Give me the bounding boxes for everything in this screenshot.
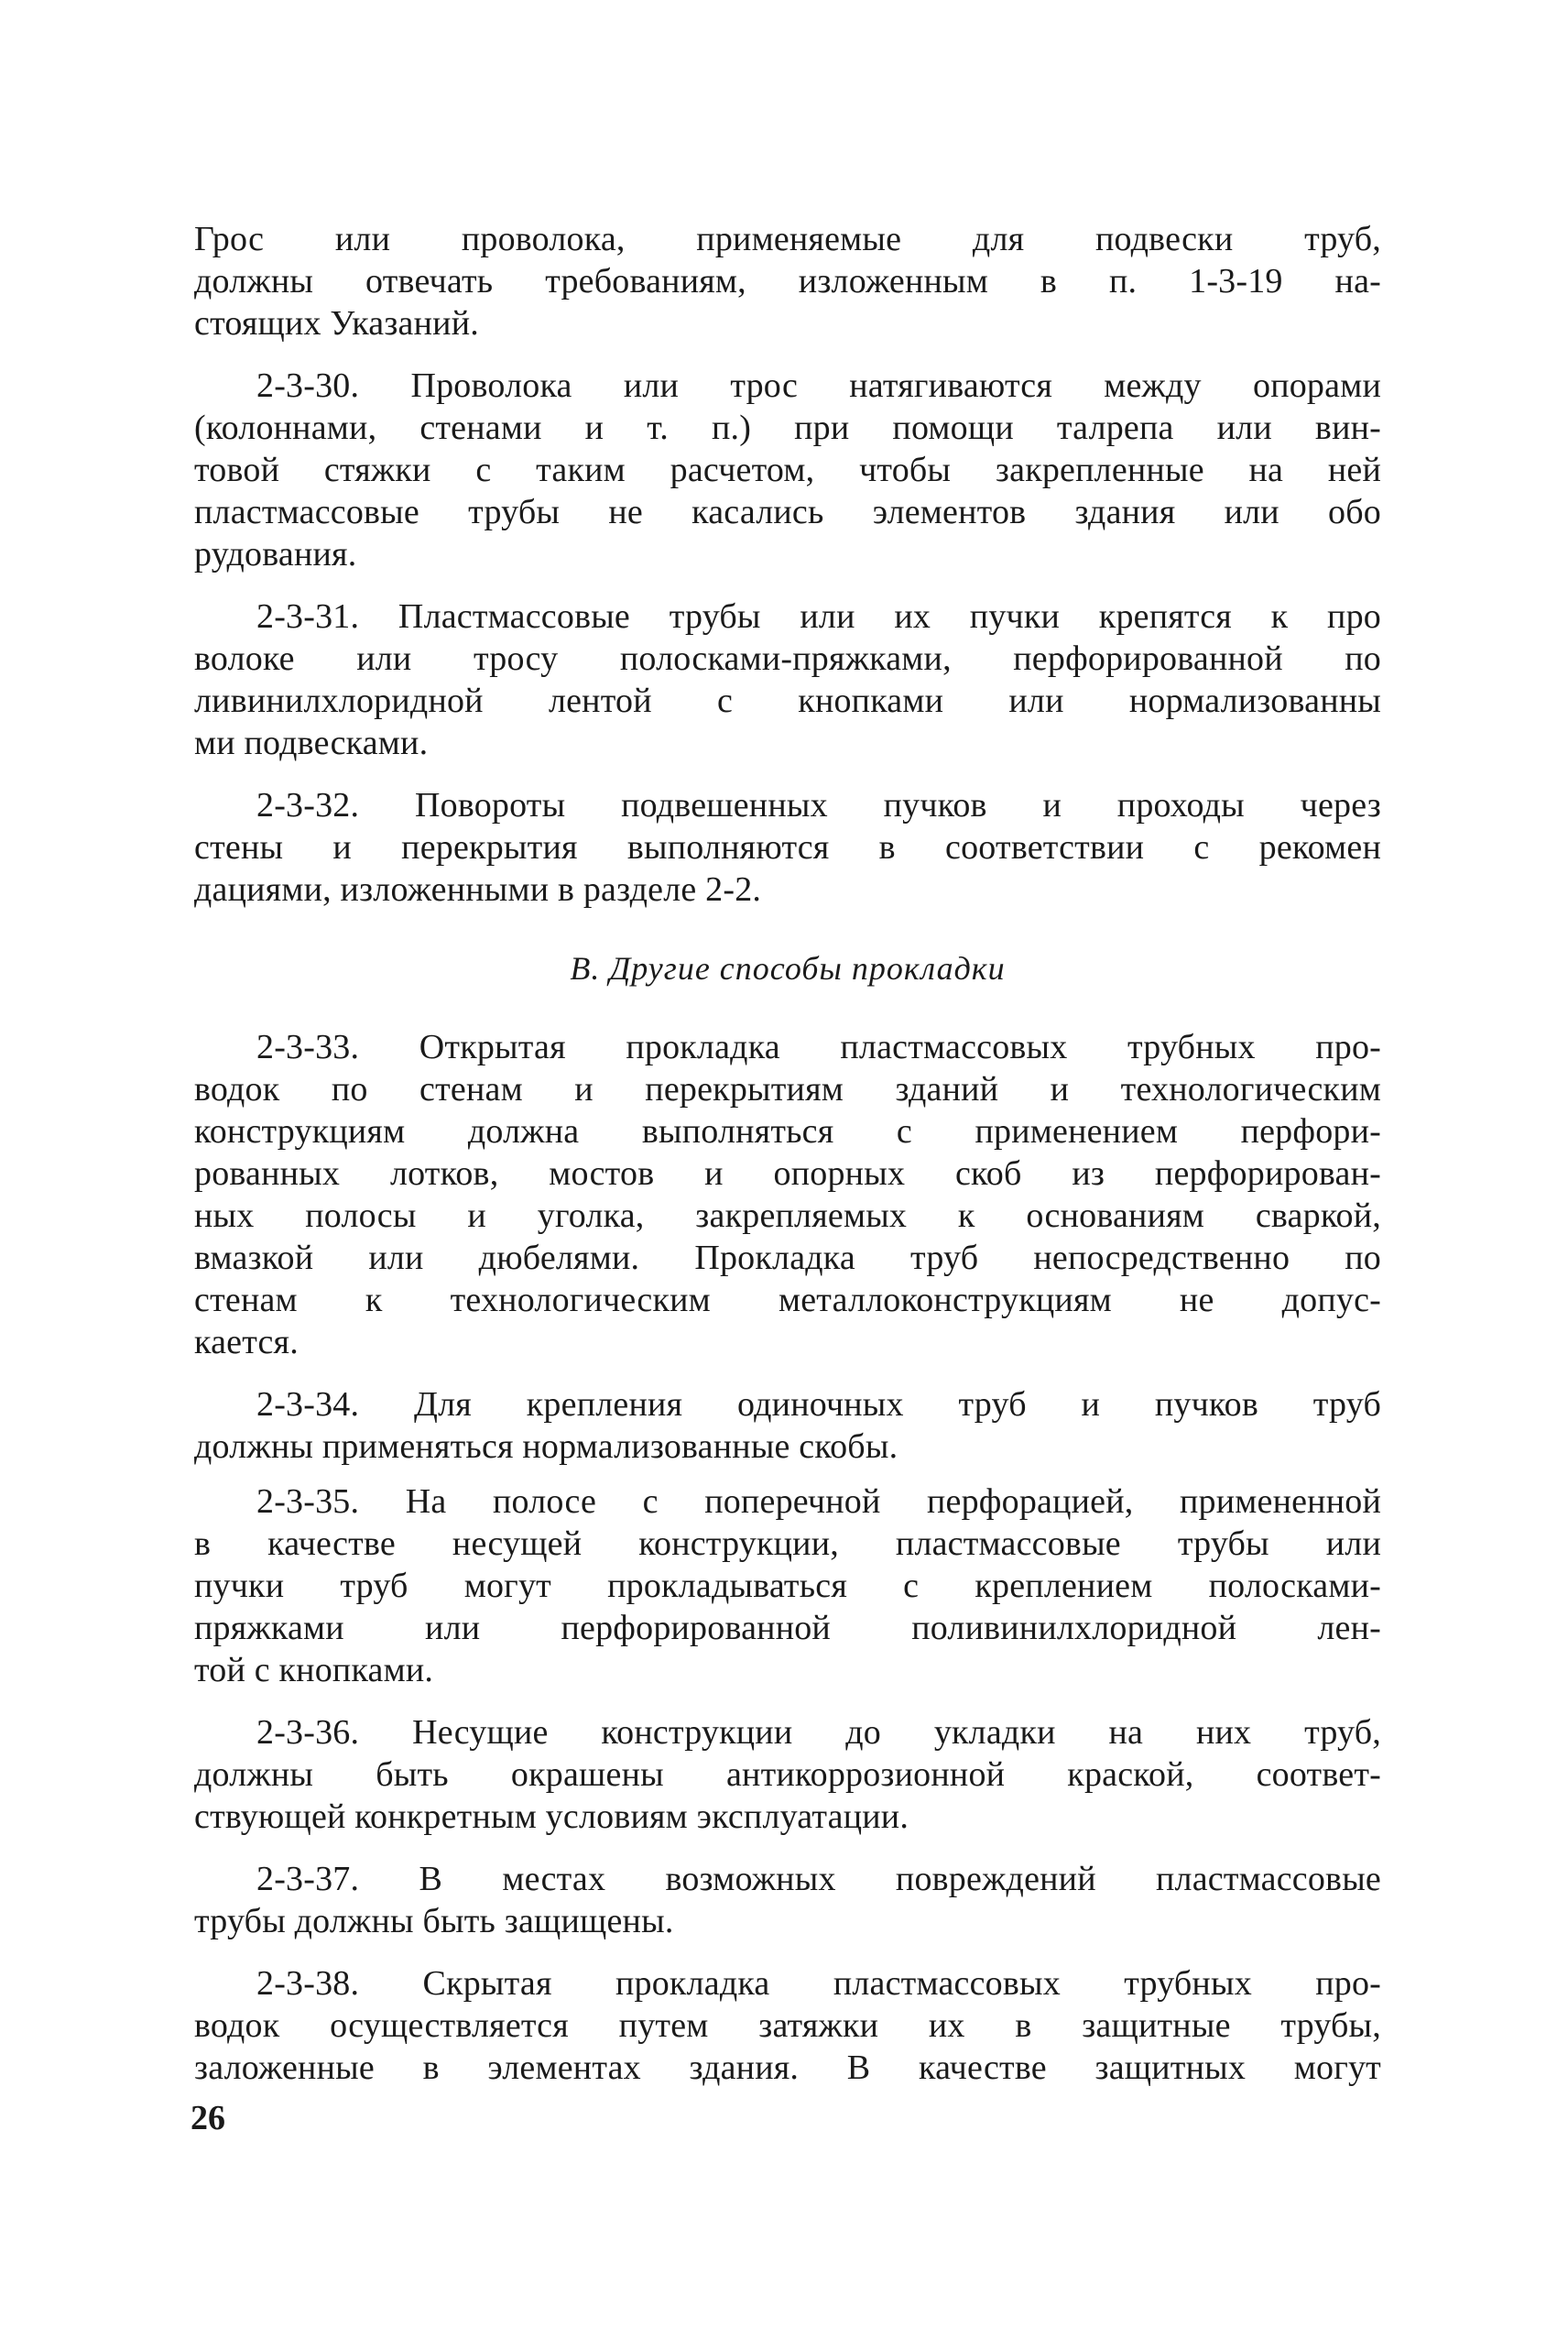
paragraph-2-3-33 (194, 1026, 1381, 1363)
text-line: 2-3-33. Открытая прокладка пластмассовых трубных про- (256, 1028, 1381, 1066)
text-line: в качестве несущей конструкции, пластмассовые трубы или (194, 1524, 1381, 1563)
text-line: пластмассовые трубы не касались элементов здания или обо (194, 493, 1381, 531)
text-line: должны отвечать требованиям, изложенным в п. 1-3-19 на- (194, 262, 1381, 300)
paragraph-2-3-34 (194, 1383, 1381, 1468)
text-line: стены и перекрытия выполняются в соответствии с рекомен (194, 828, 1381, 867)
text-line: ствующей конкретным условиям эксплуатации. (194, 1797, 909, 1836)
body-text (194, 218, 1381, 2109)
paragraph-2-3-38 (194, 1962, 1381, 2089)
text-line: ливинилхлоридной лентой с кнопками или нормализованны (194, 682, 1381, 720)
text-line: 2-3-32. Повороты подвешенных пучков и проходы через (256, 786, 1381, 825)
text-line: трубы должны быть защищены. (194, 1902, 674, 1940)
text-line: заложенные в элементах здания. В качестве защитных могут (194, 2048, 1381, 2087)
paragraph-2-3-37 (194, 1858, 1381, 1942)
text-line: стоящих Указаний. (194, 304, 479, 343)
text-line: (колоннами, стенами и т. п.) при помощи талрепа или вин- (194, 409, 1381, 447)
text-line: кается. (194, 1323, 299, 1361)
text-line: рованных лотков, мостов и опорных скоб из перфорирован- (194, 1154, 1381, 1193)
text-line: водок по стенам и перекрытиям зданий и технологическим (194, 1070, 1381, 1109)
paragraph-1 (194, 218, 1381, 344)
text-line: Грос или проволока, применяемые для подвески труб, (194, 220, 1381, 258)
text-line: конструкциям должна выполняться с применением перфори- (194, 1112, 1381, 1151)
text-line: пучки труб могут прокладываться с креплением полосками- (194, 1567, 1381, 1605)
text-line: 2-3-35. На полосе с поперечной перфорацией, примененной (256, 1482, 1381, 1521)
text-line: должны применяться нормализованные скобы. (194, 1427, 898, 1466)
text-line: пряжками или перфорированной поливинилхлоридной лен- (194, 1609, 1381, 1647)
paragraph-2-3-36 (194, 1711, 1381, 1838)
text-line: рудования. (194, 535, 357, 574)
text-line: вмазкой или дюбелями. Прокладка труб непосредственно по (194, 1239, 1381, 1277)
text-line: волоке или тросу полосками-пряжками, перфорированной по (194, 639, 1381, 678)
text-line: дациями, изложенными в разделе 2-2. (194, 870, 762, 909)
text-line: водок осуществляется путем затяжки их в защитные трубы, (194, 2006, 1381, 2045)
paragraph-2-3-31 (194, 595, 1381, 764)
paragraph-2-3-32 (194, 784, 1381, 911)
text-line: ми подвесками. (194, 724, 429, 762)
text-line: 2-3-34. Для крепления одиночных труб и пучков труб (256, 1385, 1381, 1424)
section-heading: В. Другие способы прокладки (570, 950, 1006, 987)
text-line: товой стяжки с таким расчетом, чтобы закрепленные на ней (194, 451, 1381, 489)
text-line: той с кнопками. (194, 1651, 434, 1689)
paragraph-2-3-35 (194, 1480, 1381, 1691)
text-line: 2-3-31. Пластмассовые трубы или их пучки крепятся к про (256, 597, 1381, 636)
text-line: 2-3-37. В местах возможных повреждений пластмассовые (256, 1860, 1381, 1898)
paragraph-2-3-30 (194, 365, 1381, 575)
text-line: должны быть окрашены антикоррозионной краской, соответ- (194, 1755, 1381, 1794)
text-line: 2-3-30. Проволока или трос натягиваются между опорами (256, 366, 1381, 405)
page-number: 26 (191, 2099, 225, 2137)
text-line: 2-3-36. Несущие конструкции до укладки на них труб, (256, 1713, 1381, 1752)
text-line: ных полосы и уголка, закрепляемых к основаниям сваркой, (194, 1196, 1381, 1235)
text-line: стенам к технологическим металлоконструкциям не допус- (194, 1281, 1381, 1319)
text-line: 2-3-38. Скрытая прокладка пластмассовых трубных про- (256, 1964, 1381, 2003)
